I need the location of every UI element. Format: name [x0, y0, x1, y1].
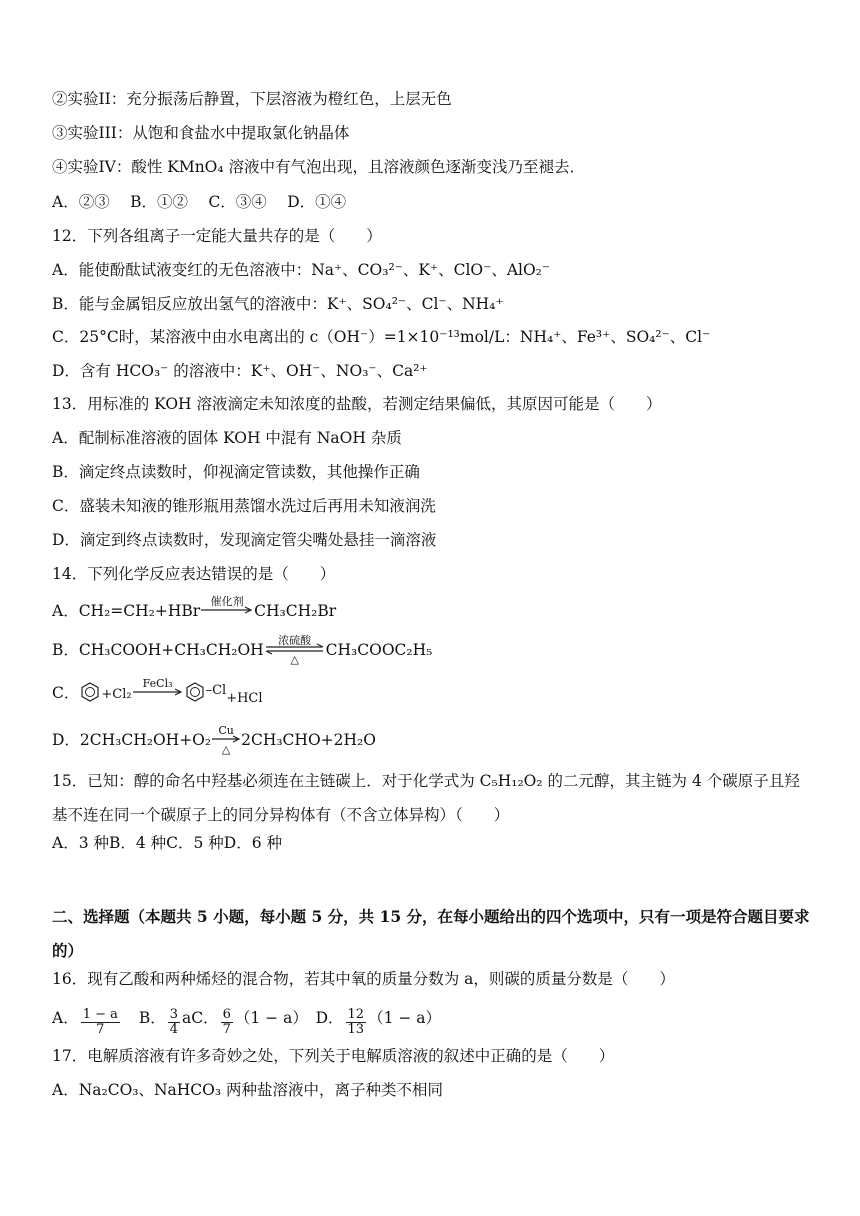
q11-item-2: ②实验II：充分振荡后静置，下层溶液为橙红色，上层无色: [52, 90, 452, 108]
q14-b-condition-bottom: △: [290, 653, 299, 666]
q14-option-d: [52, 724, 376, 756]
q14-d-product: 2CH₃CHO+2H₂O: [241, 731, 376, 749]
q16-a-numerator: 1 − a: [82, 1007, 118, 1022]
q11-item-3: ③实验III：从饱和食盐水中提取氯化钠晶体: [52, 124, 350, 142]
q14-c-substituent: –Cl: [205, 683, 227, 698]
q14-a-condition: 催化剂: [210, 595, 244, 608]
q14-a-reactants: A．CH₂=CH₂+HBr: [52, 602, 201, 620]
q14-option-a: [52, 595, 337, 621]
q14-a-product: CH₃CH₂Br: [254, 602, 337, 620]
q14-b-product: CH₃COOC₂H₅: [325, 641, 433, 659]
reversible-arrow: [264, 634, 326, 666]
q14-d-condition-bottom: △: [221, 743, 231, 756]
q16-stem: 16．现有乙酸和两种烯烃的混合物，若其中氧的质量分数为 a，则碳的质量分数是（ ）: [52, 970, 675, 988]
q16-d-fraction: [346, 1008, 367, 1037]
q14-c-reagent: +Cl₂: [101, 687, 132, 702]
q14-b-reactants: B．CH₃COOH+CH₃CH₂OH: [52, 641, 264, 659]
q14-c-label: C．: [52, 684, 80, 702]
benzene-ring-icon: [184, 681, 206, 703]
q14-option-b: [52, 634, 433, 666]
q15-stem: 15．已知：醇的命名中羟基必须连在主链碳上．对于化学式为 C₅H₁₂O₂ 的二元醇，其主链为 4 个碳原子且羟基不连在同一个碳原子上的同分异构体有（不含立体异构）（ ）: [52, 772, 800, 824]
q14-d-reactants: D．2CH₃CH₂OH+O₂: [52, 731, 212, 749]
q13-option-d: D．滴定到终点读数时，发现滴定管尖嘴处悬挂一滴溶液: [52, 531, 437, 549]
q17-option-a: A．Na₂CO₃、NaHCO₃ 两种盐溶液中，离子种类不相同: [52, 1081, 444, 1099]
q13-option-b: B．滴定终点读数时，仰视滴定管读数，其他操作正确: [52, 463, 420, 481]
q14-stem: 14．下列化学反应表达错误的是（ ）: [52, 565, 336, 583]
q16-a-label: A．: [52, 1009, 79, 1027]
reaction-arrow: [132, 677, 184, 700]
q11-options: A．②③ B．①② C．③④ D．①④: [52, 193, 347, 211]
q16-b-fraction: [168, 1008, 180, 1037]
q14-d-condition-top: Cu: [218, 724, 234, 737]
q16-c-fraction: [221, 1008, 233, 1037]
reaction-arrow: [200, 595, 254, 618]
q12-option-a: A．能使酚酞试液变红的无色溶液中：Na⁺、CO₃²⁻、K⁺、ClO⁻、AlO₂⁻: [52, 261, 551, 279]
q14-c-condition: FeCl₃: [142, 677, 173, 690]
q12-stem: 12．下列各组离子一定能大量共存的是（ ）: [52, 227, 382, 245]
q11-item-4: ④实验IV：酸性 KMnO₄ 溶液中有气泡出现，且溶液颜色逐渐变浅乃至褪去．: [52, 158, 586, 176]
q16-a-denominator: 7: [96, 1022, 105, 1037]
q16-c-numerator: 6: [222, 1007, 231, 1022]
q13-stem: 13．用标准的 KOH 溶液滴定未知浓度的盐酸，若测定结果偏低，其原因可能是（ ）: [52, 395, 662, 413]
q16-b-tail: aC．: [182, 1009, 219, 1027]
q16-a-fraction: [81, 1008, 120, 1037]
q12-option-b: B．能与金属铝反应放出氢气的溶液中：K⁺、SO₄²⁻、Cl⁻、NH₄⁺: [52, 295, 504, 313]
q16-b-numerator: 3: [169, 1007, 178, 1022]
q13-option-a: A．配制标准溶液的固体 KOH 中混有 NaOH 杂质: [52, 429, 402, 447]
q14-option-c: [52, 677, 263, 709]
q16-c-tail: （1 − a） D．: [234, 1009, 344, 1027]
benzene-ring-icon: [79, 681, 101, 703]
q14-b-condition-top: 浓硫酸: [278, 634, 312, 647]
q17-stem: 17．电解质溶液有许多奇妙之处，下列关于电解质溶液的叙述中正确的是（ ）: [52, 1047, 615, 1065]
arrow-right-icon: [132, 686, 184, 696]
section-2-title: 二、选择题（本题共 5 小题，每小题 5 分，共 15 分，在每小题给出的四个选项中，只有一项是符合题目要求的）: [52, 907, 810, 960]
q16-d-numerator: 12: [347, 1007, 365, 1022]
q16-d-denominator: 13: [347, 1022, 365, 1037]
q15-options: A．3 种B．4 种C．5 种D．6 种: [52, 834, 283, 852]
q14-c-byproduct: +HCl: [226, 691, 263, 706]
q16-b-denominator: 4: [169, 1022, 178, 1037]
q16-d-tail: （1 − a）: [368, 1009, 442, 1027]
q12-option-d: D．含有 HCO₃⁻ 的溶液中：K⁺、OH⁻、NO₃⁻、Ca²⁺: [52, 362, 428, 380]
arrow-right-icon: [200, 604, 254, 614]
q16-options: [52, 1008, 441, 1037]
q12-option-c: C．25°C时，某溶液中由水电离出的 c（OH⁻）=1×10⁻¹³mol/L：NH₄⁺、Fe³⁺、SO₄²⁻、Cl⁻: [52, 328, 711, 346]
q16-c-denominator: 7: [222, 1022, 231, 1037]
q16-b-label: B．: [138, 1009, 166, 1027]
q13-option-c: C．盛装未知液的锥形瓶用蒸馏水洗过后再用未知液润洗: [52, 497, 436, 515]
reaction-arrow: [211, 724, 241, 756]
